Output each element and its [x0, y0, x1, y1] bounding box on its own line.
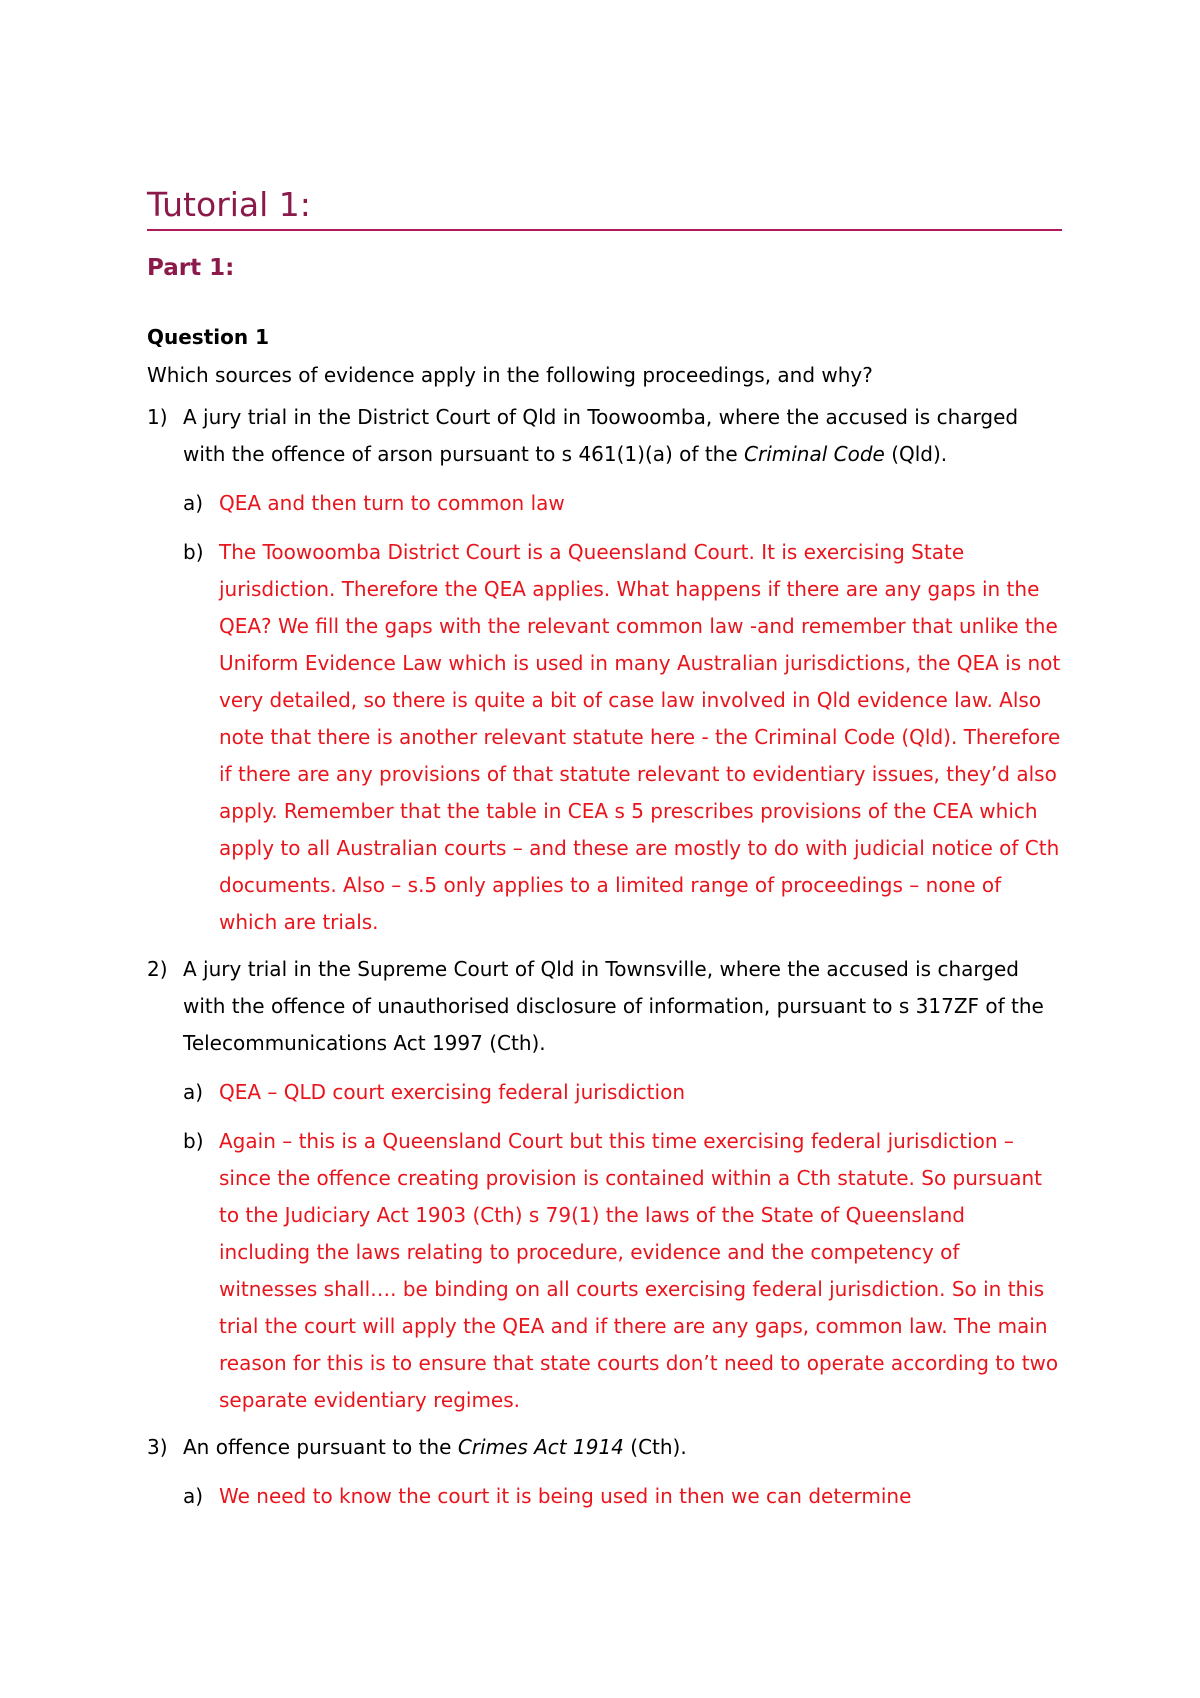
part-heading: Part 1:	[147, 255, 235, 281]
answer-text: We need to know the court it is being used in then we can determine	[219, 1484, 912, 1508]
answer-label: b)	[183, 540, 204, 564]
item-text: A jury trial in the Supreme Court of Qld in Townsville, where the accused is charged with the offence of unauthorised disclosure of information, pursuant to s 317ZF of the Telecommunications Act 1997 (Cth).	[183, 957, 1044, 1055]
item-italic-text: Criminal Code	[744, 442, 885, 466]
item-number: 2)	[147, 957, 168, 981]
answer-item	[147, 1478, 1062, 1515]
answer-item	[147, 485, 1062, 522]
answer-text: QEA – QLD court exercising federal jurisdiction	[219, 1080, 685, 1104]
answer-label: a)	[183, 491, 204, 515]
item-number: 1)	[147, 405, 168, 429]
list-item-1	[147, 399, 1062, 473]
item-text-end: (Qld).	[884, 442, 948, 466]
answer-label: b)	[183, 1129, 204, 1153]
answer-text: The Toowoomba District Court is a Queensland Court. It is exercising State jurisdiction. Therefore the QEA applies. What happens if there are any gaps in the QEA? We fill the gaps with the relevant common law -and remember that unlike the Uniform Evidence Law which is used in many Australian jurisdictions, the QEA is not very detailed, so there is quite a bit of case law involved in Qld evidence law. Also note that there is another relevant statute here - the Criminal Code (Qld). Therefore if there are any provisions of that statute relevant to evidentiary issues, they’d also apply. Remember that the table in CEA s 5 prescribes provisions of the CEA which apply to all Australian courts – and these are mostly to do with judicial notice of Cth documents. Also – s.5 only applies to a limited range of proceedings – none of which are trials.	[219, 540, 1061, 934]
document-page	[147, 185, 1062, 1515]
list-item-3	[147, 1429, 1062, 1466]
question-intro: Which sources of evidence apply in the following proceedings, and why?	[147, 363, 873, 387]
item-text: A jury trial in the District Court of Qld in Toowoomba, where the accused is charged with the offence of arson pursuant to s 461(1)(a) of the	[183, 405, 1019, 466]
answer-label: a)	[183, 1080, 204, 1104]
question-heading: Question 1	[147, 325, 269, 349]
answer-label: a)	[183, 1484, 204, 1508]
item-text: An offence pursuant to the	[183, 1435, 458, 1459]
item-italic-text: Crimes Act 1914	[457, 1435, 624, 1459]
item-number: 3)	[147, 1435, 168, 1459]
answer-text: Again – this is a Queensland Court but this time exercising federal jurisdiction – since the offence creating provision is contained within a Cth statute. So pursuant to the Judiciary Act 1903 (Cth) s 79(1) the laws of the State of Queensland including the laws relating to procedure, evidence and the competency of witnesses shall…. be binding on all courts exercising federal jurisdiction. So in this trial the court will apply the QEA and if there are any gaps, common law. The main reason for this is to ensure that state courts don’t need to operate according to two separate evidentiary regimes.	[219, 1129, 1059, 1412]
answer-item	[147, 1074, 1062, 1111]
answer-item	[147, 534, 1062, 941]
answer-text: QEA and then turn to common law	[219, 491, 565, 515]
answer-item	[147, 1123, 1062, 1419]
list-item-2	[147, 951, 1062, 1062]
page-title: Tutorial 1:	[147, 185, 1062, 231]
item-text-end: (Cth).	[623, 1435, 687, 1459]
